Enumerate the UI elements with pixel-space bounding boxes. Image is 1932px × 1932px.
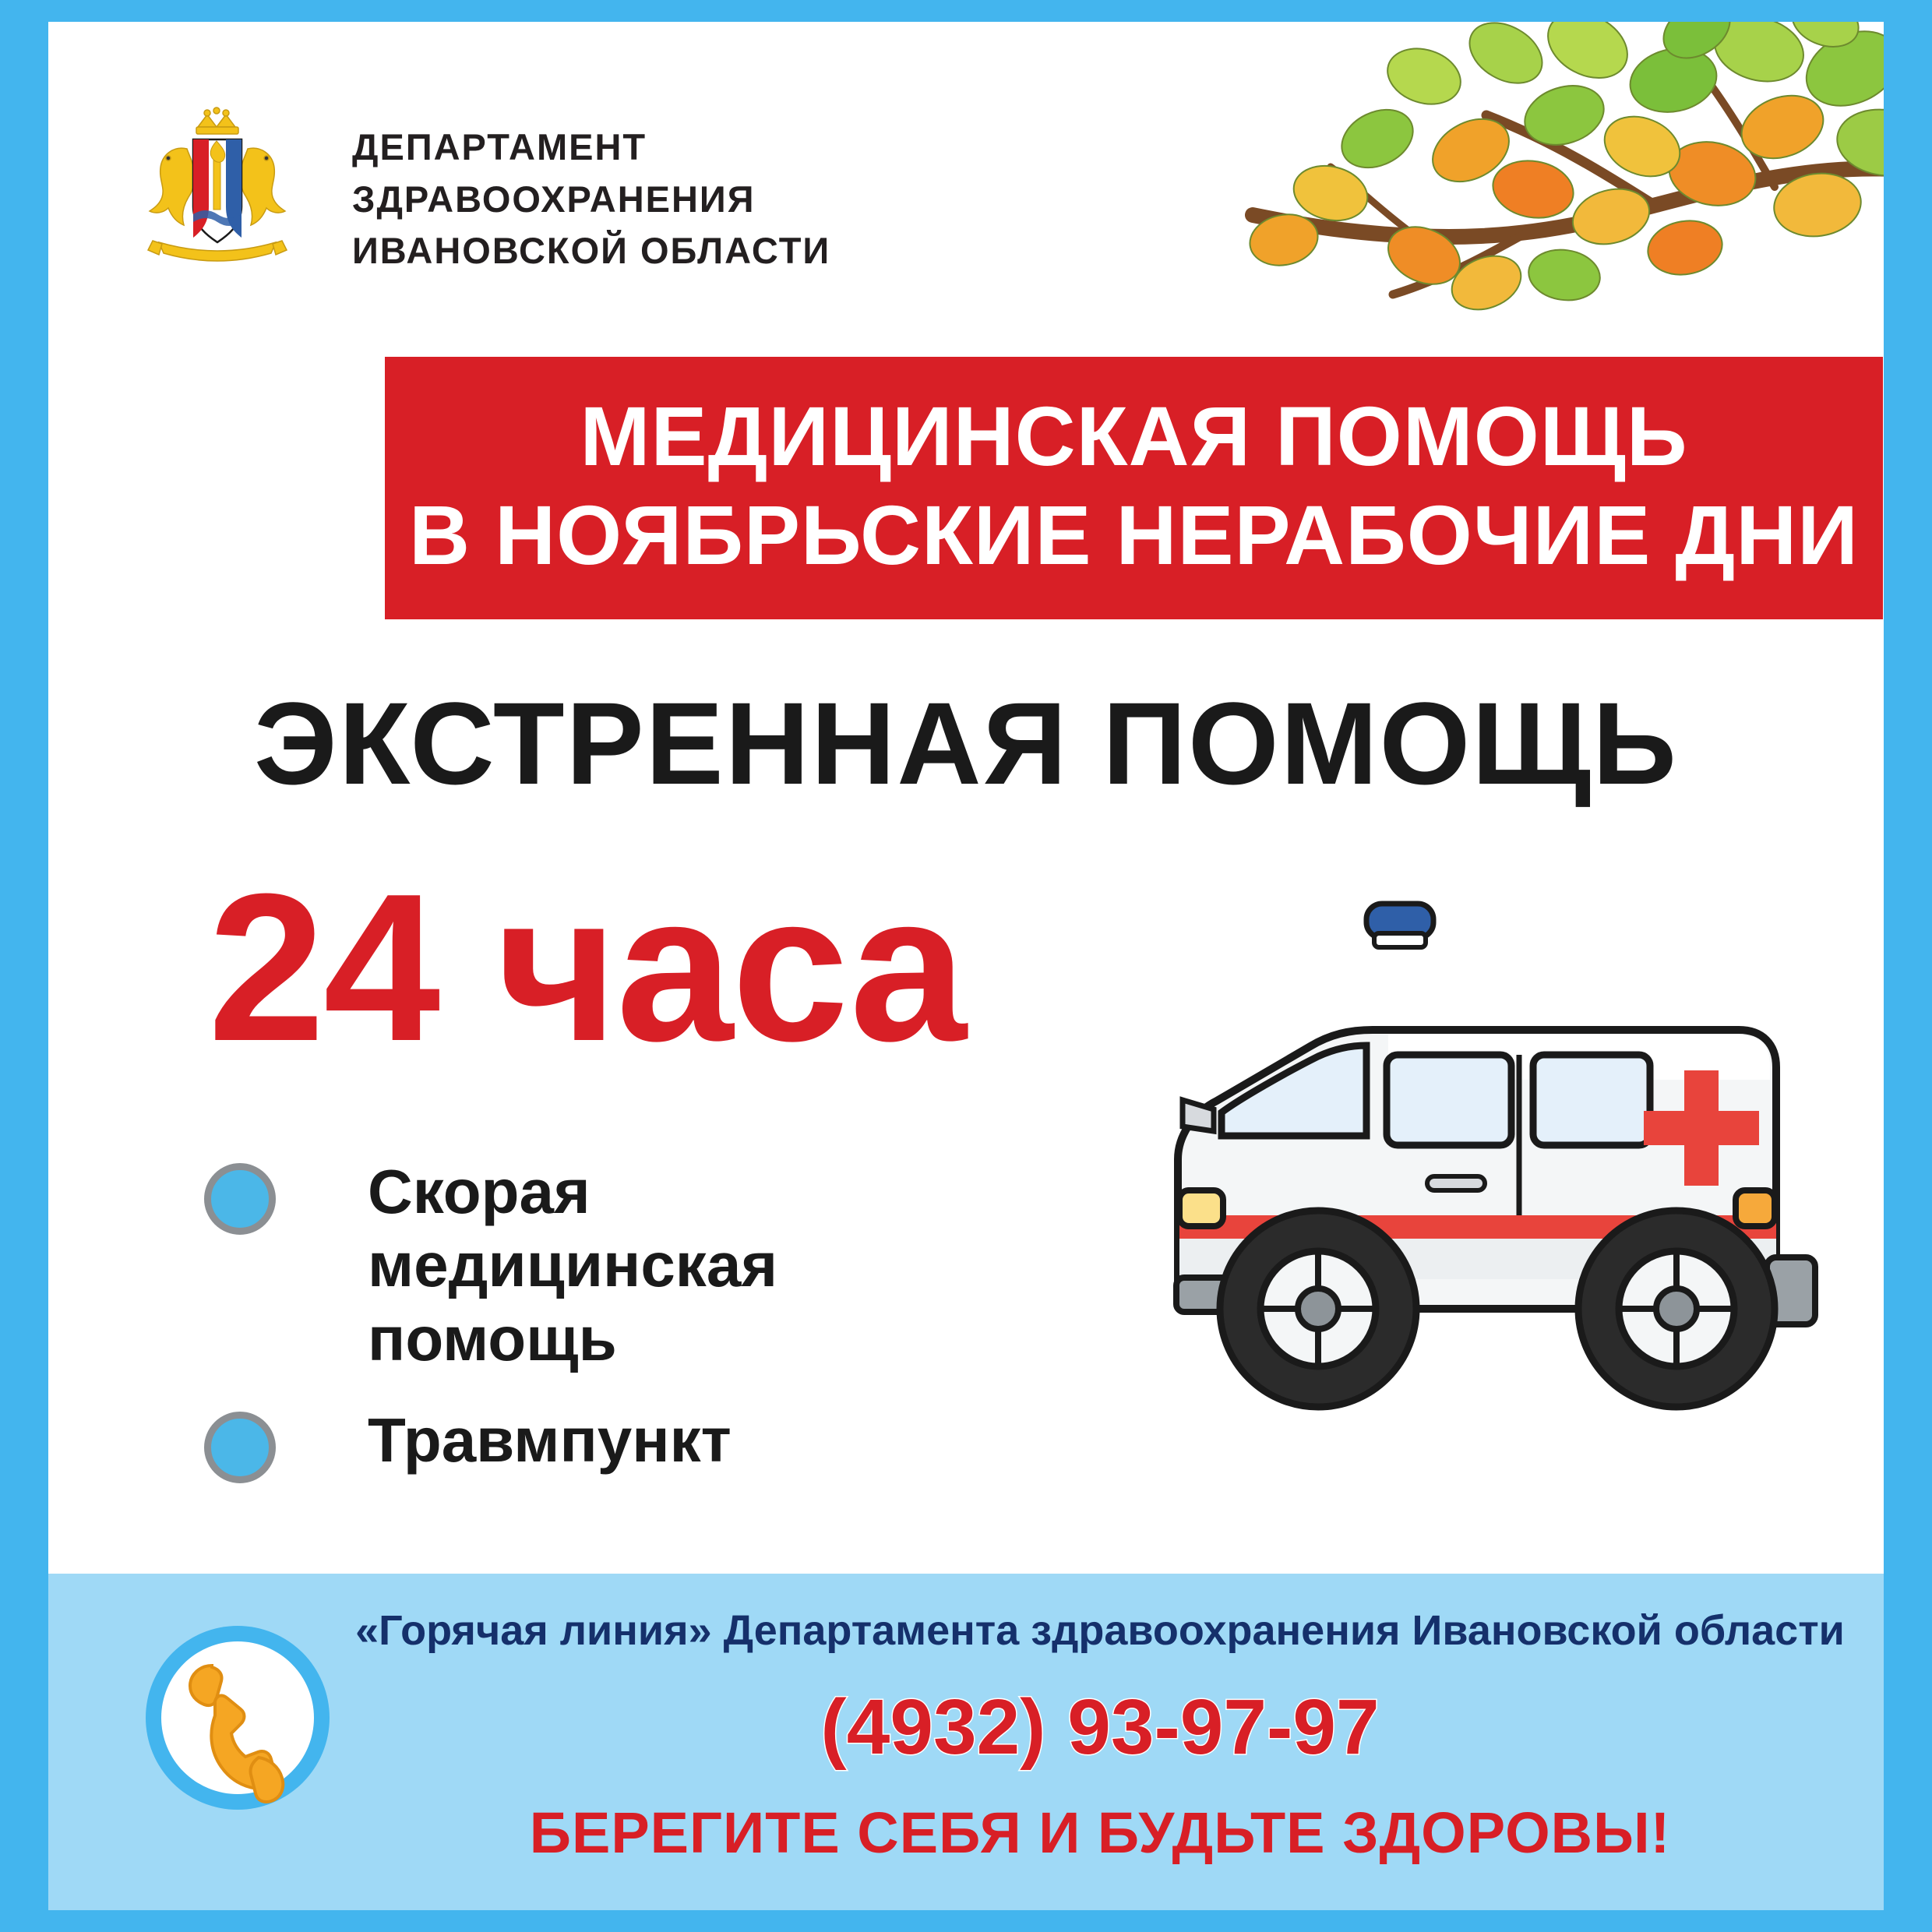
poster-card [48,22,1884,1910]
bullet-dot-icon [204,1412,276,1483]
ambulance-van-icon [1061,879,1848,1455]
header [48,22,1884,333]
department-line-2: ЗДРАВООХРАНЕНИЯ [352,178,756,220]
footer-slogan: БЕРЕГИТЕ СЕБЯ И БУДЬТЕ ЗДОРОВЫ! [529,1800,1671,1865]
hours-label: 24 часа [208,851,965,1085]
service-1-line-3: помощь [368,1303,617,1373]
list-item [204,1404,1061,1483]
banner-line-1: МЕДИЦИНСКАЯ ПОМОЩЬ [580,389,1688,483]
bullet-dot-icon [204,1163,276,1235]
service-1-line-2: медицинская [368,1230,778,1300]
ivanovo-oblast-coat-of-arms-icon [112,104,323,267]
service-2-line-1: Травмпункт [368,1405,732,1475]
hotline-title: «Горячая линия» Департамента здравоохранения Ивановской области [355,1607,1845,1654]
list-item [204,1155,1061,1376]
department-title [352,122,830,277]
department-line-1: ДЕПАРТАМЕНТ [352,126,647,167]
page-title: ЭКСТРЕННАЯ ПОМОЩЬ [254,678,1678,809]
department-line-3: ИВАНОВСКОЙ ОБЛАСТИ [352,230,831,272]
service-1-line-1: Скорая [368,1157,591,1226]
banner-line-2: В НОЯБРЬСКИЕ НЕРАБОЧИЕ ДНИ [409,488,1859,583]
red-banner [385,357,1883,619]
service-label-1 [368,1155,777,1376]
hotline-phone-number[interactable]: (4932) 93-97-97 [820,1683,1380,1771]
footer [48,1574,1884,1910]
service-label-2 [368,1404,732,1477]
telephone-handset-icon [140,1620,335,1815]
services-list [204,1155,1061,1511]
